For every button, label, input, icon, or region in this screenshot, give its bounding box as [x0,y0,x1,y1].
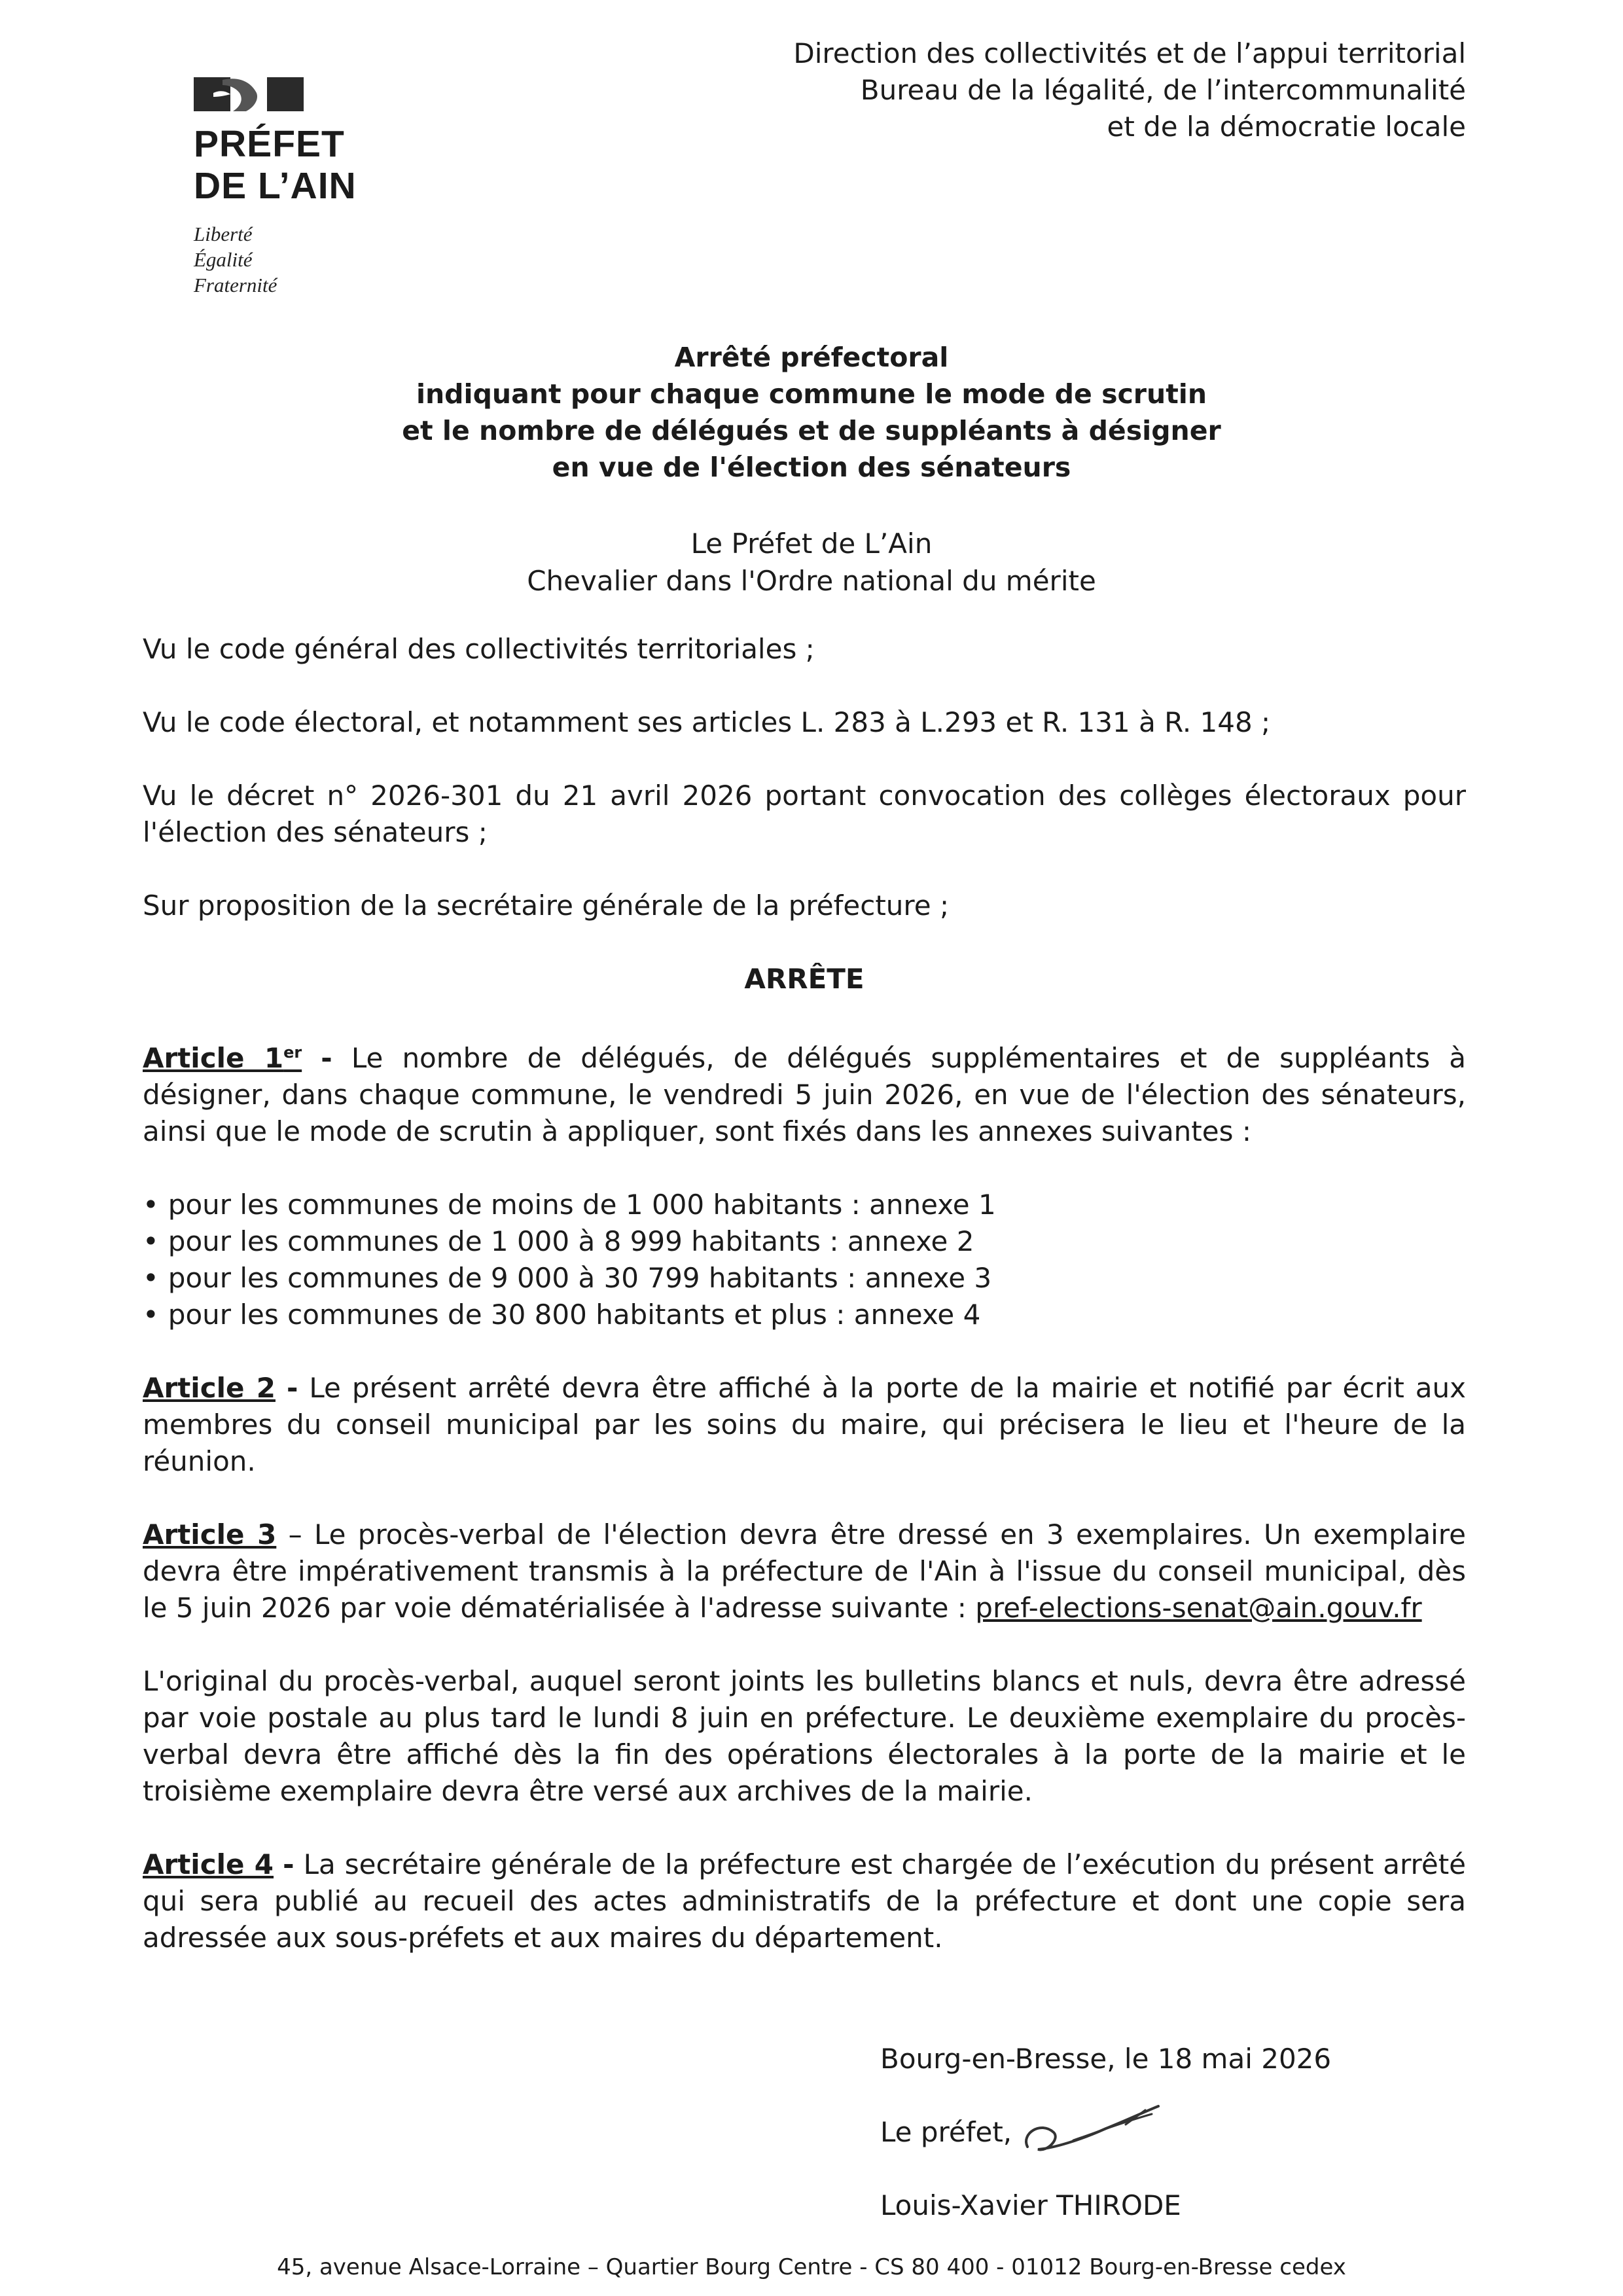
prefecture-logo [194,73,442,298]
sender-block [615,35,1466,145]
article-1-label [143,1042,302,1074]
signatory-name: Louis-Xavier THIRODE [880,2189,1181,2221]
article-1-text: Le nombre de délégués, de délégués supplémentaires et de suppléants à désigner, dans chaque commune, le vendredi 5 juin 2026, en vue de l'élection des sénateurs, ainsi que le mode de scrutin à appliquer, sont fixés dans les annexes suivantes : [143,1042,1466,1147]
title-line: et le nombre de délégués et de suppléants à désigner [402,415,1221,446]
sender-line: Direction des collectivités et de l’appui territorial [793,37,1466,69]
logo-title-line1: PRÉFET [194,123,345,165]
logo-title-line2: DE L’AIN [194,165,357,207]
election-email-link[interactable]: pref-elections-senat@ain.gouv.fr [975,1592,1422,1624]
title-line: Arrêté préfectoral [674,342,949,373]
place-date: Bourg-en-Bresse, le 18 mai 2026 [880,2043,1332,2075]
article-3 [143,1516,1466,1626]
motto-liberte: Liberté [194,223,253,245]
authority-line: Le Préfet de L’Ain [690,528,933,560]
article-4-label: Article 4 [143,1848,274,1880]
article-1-label-text: Article 1 [143,1042,284,1074]
article-4 [143,1846,1466,1956]
list-item: • pour les communes de 1 000 à 8 999 habitants : annexe 2 [143,1223,1466,1260]
sender-line: Bureau de la légalité, de l’intercommunalité [860,74,1466,106]
signature-block [880,2041,1469,2224]
preamble-paragraph: Vu le code général des collectivités territoriales ; [143,633,815,665]
footer-address: 45, avenue Alsace-Lorraine – Quartier Bourg Centre - CS 80 400 - 01012 Bourg-en-Bresse cedex [277,2254,1346,2280]
motto-fraternite: Fraternité [194,274,277,296]
handwritten-signature-icon [1014,2094,1165,2166]
annex-list [143,1187,1466,1333]
preamble-paragraph: Sur proposition de la secrétaire générale de la préfecture ; [143,889,950,922]
article-3-separator: – [288,1518,302,1551]
article-3-text: Le procès-verbal de l'élection devra être dressé en 3 exemplaires. Un exemplaire devra être impérativement transmis à la préfecture de l'Ain à l'issue du conseil municipal, dès le 5 juin 2026 par voie dématérialisée à l'adresse suivante : [143,1518,1466,1624]
article-3-label: Article 3 [143,1518,277,1551]
marianne-emblem-icon [194,73,305,115]
authority-block [0,525,1623,600]
article-1 [143,1034,1466,1150]
preamble-paragraph: Vu le décret n° 2026-301 du 21 avril 2026 portant convocation des collèges électoraux pour l'élection des sénateurs ; [143,780,1466,848]
article-2-label: Article 2 [143,1372,276,1404]
list-item: • pour les communes de 9 000 à 30 799 habitants : annexe 3 [143,1260,1466,1297]
article-2-separator: - [286,1372,298,1404]
article-4-text: La secrétaire générale de la préfecture est chargée de l’exécution du présent arrêté qui sera publié au recueil des actes administratifs de la préfecture et dont une copie sera adressée aux sous-préfets et aux maires du département. [143,1848,1467,1954]
article-1-label-sup: er [283,1043,302,1062]
list-item: • pour les communes de 30 800 habitants et plus : annexe 4 [143,1297,1466,1333]
preamble-paragraph: Vu le code électoral, et notamment ses articles L. 283 à L.293 et R. 131 à R. 148 ; [143,706,1271,738]
title-line: en vue de l'élection des sénateurs [552,452,1071,483]
signatory-title [880,2114,1469,2151]
title-line: indiquant pour chaque commune le mode de scrutin [416,378,1207,410]
document-title [0,339,1623,486]
signatory-title-text: Le préfet, [880,2116,1012,2148]
republic-motto [194,221,442,298]
article-4-separator: - [283,1848,294,1880]
authority-line: Chevalier dans l'Ordre national du mérite [527,565,1096,597]
article-1-separator: - [321,1042,332,1074]
decree-heading: ARRÊTE [744,963,865,995]
article-2-text: Le présent arrêté devra être affiché à la porte de la mairie et notifié par écrit aux membres du conseil municipal par les soins du maire, qui précisera le lieu et l'heure de la réunion. [143,1372,1466,1477]
list-item: • pour les communes de moins de 1 000 habitants : annexe 1 [143,1187,1466,1223]
article-2 [143,1370,1466,1480]
motto-egalite: Égalité [194,248,253,271]
article-3-continuation: L'original du procès-verbal, auquel seront joints les bulletins blancs et nuls, devra être adressé par voie postale au plus tard le lundi 8 juin en préfecture. Le deuxième exemplaire du procès-verbal devra être affiché dès la fin des opérations électorales à la porte de la mairie et le troisième exemplaire devra être versé aux archives de la mairie. [143,1665,1466,1807]
document-body [143,631,1466,1993]
sender-line: et de la démocratie locale [1107,111,1466,143]
